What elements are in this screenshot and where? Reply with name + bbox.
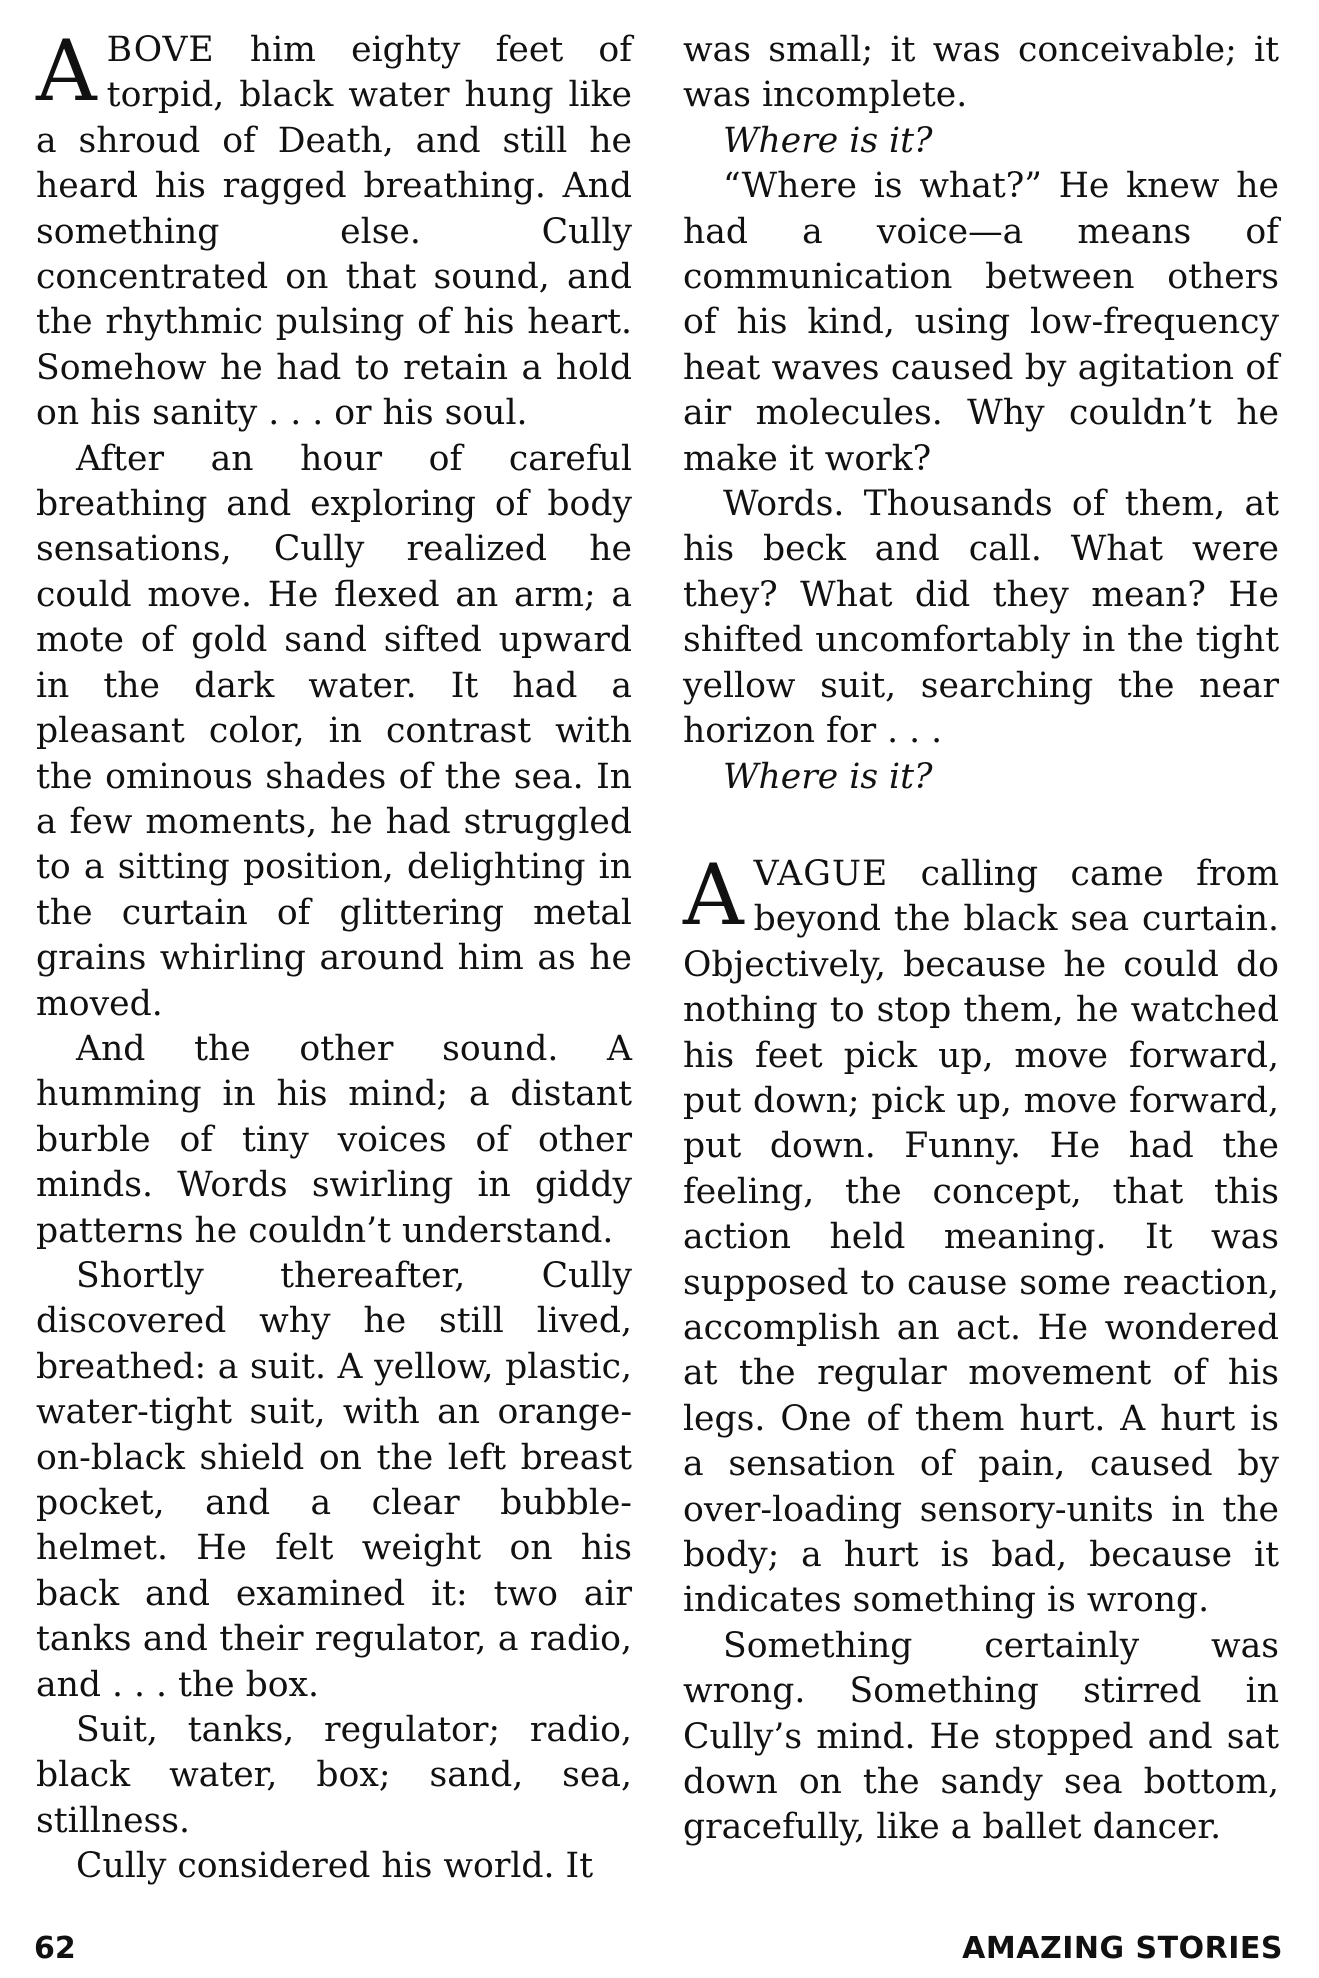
section-break	[683, 800, 1279, 852]
opening-small-caps: BOVE	[106, 30, 215, 70]
italic-thought: Where is it?	[723, 756, 933, 797]
paragraph: Cully considered his world. It	[76, 1846, 594, 1887]
paragraph: After an hour of careful breathing and exploring of body sensations, Cully realized he could move. He flexed an arm; a mote of gold sand sifted upward in the dark water. It had a pleasant color, in contrast with the ominous shades of the sea. In a few moments, he had struggled to a sitting position, delighting in the curtain of glittering metal grains whirling around him as he moved.	[36, 438, 632, 1024]
magazine-title: AMAZING STORIES	[962, 1931, 1283, 1966]
paragraph: Something certainly was wrong. Something stirred in Cully’s mind. He stopped and sat down on the sandy sea bottom, gracefully, like a ballet dancer.	[683, 1625, 1279, 1848]
paragraph: Words. Thousands of them, at his beck and call. What were they? What did they mean? He shifted uncomfortably in the tight yellow suit, searching the near horizon for . . .	[683, 484, 1279, 752]
section-opening-text: calling came from beyond the black sea curtain. Objectively, because he could do nothing to stop them, he watched his feet pick up, move forward, put down; pick up, move forward, put down. Funny. He had the feeling, the concept, that this action held meaning. It was supposed to cause some reaction, accomplish an act. He wondered at the regular movement of his legs. One of them hurt. A hurt is a sensation of pain, caused by over-loading sensory-units in the body; a hurt is bad, because it indicates something is wrong.	[683, 853, 1279, 1621]
left-column	[36, 22, 632, 1890]
drop-cap: A	[683, 845, 744, 944]
page-number: 62	[34, 1931, 76, 1966]
opening-paragraph	[36, 22, 632, 437]
paragraph: Shortly thereafter, Cully discovered why he still lived, breathed: a suit. A yellow, plastic, water-tight suit, with an orange-on-black shield on the left breast pocket, and a clear bubble-helmet. He felt weight on his back and examined it: two air tanks and their regulator, a radio, and . . . the box.	[36, 1255, 632, 1705]
section-opening-paragraph	[683, 845, 1279, 1624]
opening-paragraph-text: him eighty feet of torpid, black water hung like a shroud of Death, and still he heard his ragged breathing. And something else. Cully concentrated on that sound, and the rhythmic pulsing of his heart. Somehow he had to retain a hold on his sanity . . . or his soul.	[36, 30, 632, 434]
drop-cap: A	[36, 22, 97, 120]
right-column	[683, 28, 1279, 1851]
paragraph-continued: was small; it was conceivable; it was incomplete.	[683, 30, 1279, 116]
section-small-caps: VAGUE	[753, 853, 889, 894]
paragraph: Suit, tanks, regulator; radio, black water, box; sand, sea, stillness.	[36, 1710, 632, 1841]
paragraph: “Where is what?” He knew he had a voice—a means of communication between others of his kind, using low-frequency heat waves caused by agitation of air molecules. Why couldn’t he make it work?	[683, 166, 1279, 479]
paragraph: And the other sound. A humming in his mind; a distant burble of tiny voices of other minds. Words swirling in giddy patterns he couldn’t understand.	[36, 1028, 632, 1251]
italic-thought: Where is it?	[723, 120, 933, 161]
